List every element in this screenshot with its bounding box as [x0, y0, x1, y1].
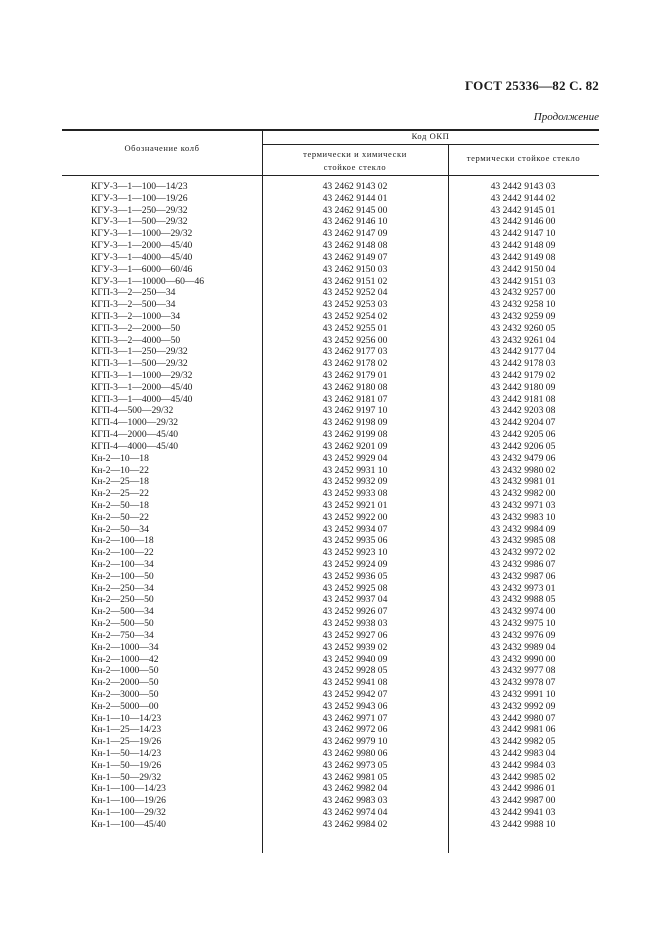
designation-cell: КГП-3—1—500—29/32	[91, 358, 188, 370]
okp-thermal-cell: 43 2442 9150 04	[490, 263, 556, 275]
okp-chem-cell: 43 2452 9931 10	[322, 464, 388, 476]
table-row	[0, 689, 661, 701]
okp-chem-cell: 43 2462 9181 07	[322, 393, 388, 405]
okp-thermal-cell: 43 2432 9973 01	[490, 582, 556, 594]
table-row	[0, 346, 661, 358]
okp-group-rule	[262, 144, 599, 145]
table-row	[0, 264, 661, 276]
designation-cell: КГУ-3—1—500—29/32	[91, 216, 188, 228]
okp-chem-cell: 43 2452 9929 04	[322, 452, 388, 464]
okp-chem-cell: 43 2452 9926 07	[322, 606, 388, 618]
designation-cell: КГП-4—1000—29/32	[91, 417, 179, 429]
okp-thermal-cell: 43 2432 9980 02	[490, 464, 556, 476]
okp-thermal-cell: 43 2432 9971 03	[490, 499, 556, 511]
okp-thermal-cell: 43 2442 9980 07	[490, 712, 556, 724]
okp-thermal-cell: 43 2442 9988 10	[490, 818, 556, 830]
designation-cell: КГП-3—1—250—29/32	[91, 346, 188, 358]
table-row	[0, 783, 661, 795]
designation-cell: Кн-2—100—50	[91, 570, 154, 582]
okp-chem-cell: 43 2452 9935 06	[322, 535, 388, 547]
okp-group-heading: Код ОКП	[411, 131, 450, 141]
chem-glass-heading	[262, 148, 448, 174]
okp-thermal-cell: 43 2432 9982 00	[490, 488, 556, 500]
designation-cell: КГП-3—1—1000—29/32	[91, 370, 193, 381]
okp-thermal-cell: 43 2432 9974 00	[490, 606, 556, 618]
table-row	[0, 311, 661, 323]
table-row	[0, 405, 661, 417]
okp-chem-cell: 43 2452 9925 08	[322, 582, 388, 594]
continuation-label: Продолжение	[533, 111, 599, 123]
designation-cell: КГП-3—2—1000—34	[91, 310, 181, 322]
table-row	[0, 594, 661, 606]
okp-thermal-cell: 43 2432 9984 09	[490, 523, 556, 535]
okp-chem-cell: 43 2452 9936 05	[322, 570, 388, 582]
table-row	[0, 252, 661, 264]
okp-chem-cell: 43 2462 9198 09	[322, 417, 388, 429]
okp-thermal-cell: 43 2432 9258 10	[490, 299, 556, 311]
page-header: ГОСТ 25336—82 С. 82	[465, 78, 599, 93]
table-row	[0, 441, 661, 453]
table-row	[0, 677, 661, 689]
okp-thermal-cell: 43 2442 9941 03	[490, 807, 556, 819]
table-row	[0, 760, 661, 772]
designation-cell: КГУ-3—1—10000—60—46	[91, 275, 205, 287]
okp-chem-cell: 43 2462 9150 03	[322, 263, 388, 275]
chem-glass-heading-line1: термически и химически	[303, 149, 407, 159]
okp-chem-cell: 43 2452 9254 02	[322, 310, 388, 322]
designation-cell: КГП-3—2—2000—50	[91, 322, 181, 334]
okp-thermal-cell: 43 2432 9990 00	[490, 653, 556, 665]
okp-chem-cell: 43 2462 9971 07	[322, 712, 388, 724]
okp-thermal-cell: 43 2442 9983 04	[490, 748, 556, 759]
designation-cell: Кн-2—100—34	[91, 559, 154, 570]
thermal-glass-heading: термически стойкое стекло	[466, 153, 581, 163]
table-row	[0, 654, 661, 666]
okp-chem-cell: 43 2462 9144 01	[322, 192, 388, 204]
okp-chem-cell: 43 2452 9928 05	[322, 665, 388, 677]
designation-cell: Кн-1—100—14/23	[91, 783, 166, 795]
okp-thermal-cell: 43 2442 9982 05	[490, 736, 556, 748]
okp-thermal-cell: 43 2432 9479 06	[490, 452, 556, 464]
okp-chem-cell: 43 2462 9145 00	[322, 204, 388, 216]
designation-cell: Кн-2—500—50	[91, 618, 154, 630]
okp-thermal-cell: 43 2432 9260 05	[490, 322, 556, 334]
table-row	[0, 429, 661, 441]
table-row	[0, 382, 661, 394]
designation-cell: Кн-1—50—19/26	[91, 759, 162, 771]
okp-thermal-cell: 43 2442 9179 02	[490, 370, 556, 381]
okp-thermal-cell: 43 2432 9259 09	[490, 310, 556, 322]
okp-chem-cell: 43 2462 9177 03	[322, 346, 388, 358]
okp-thermal-cell: 43 2432 9261 04	[490, 334, 556, 346]
okp-thermal-cell: 43 2442 9180 09	[490, 381, 556, 393]
okp-thermal-cell: 43 2432 9987 06	[490, 570, 556, 582]
okp-thermal-cell: 43 2442 9177 04	[490, 346, 556, 358]
okp-chem-cell: 43 2462 9982 04	[322, 783, 388, 795]
okp-chem-cell: 43 2462 9148 08	[322, 240, 388, 252]
table-row	[0, 642, 661, 654]
table-row	[0, 665, 661, 677]
okp-chem-cell: 43 2452 9253 03	[322, 299, 388, 311]
okp-chem-cell: 43 2452 9943 06	[322, 700, 388, 712]
okp-thermal-cell: 43 2432 9992 09	[490, 700, 556, 712]
okp-thermal-cell: 43 2442 9206 05	[490, 440, 556, 452]
okp-thermal-cell: 43 2432 9983 10	[490, 511, 556, 523]
okp-thermal-cell: 43 2432 9981 01	[490, 476, 556, 488]
okp-thermal-cell: 43 2432 9985 08	[490, 535, 556, 547]
okp-thermal-cell: 43 2442 9149 08	[490, 251, 556, 263]
designation-cell: Кн-2—100—22	[91, 547, 154, 559]
table-row	[0, 512, 661, 524]
designation-cell: Кн-1—50—14/23	[91, 748, 162, 759]
designation-cell: Кн-2—750—34	[91, 629, 154, 641]
designation-cell: КГП-3—1—4000—45/40	[91, 393, 193, 405]
table-row	[0, 299, 661, 311]
okp-thermal-cell: 43 2432 9972 02	[490, 547, 556, 559]
designation-cell: КГП-4—2000—45/40	[91, 429, 179, 441]
okp-chem-cell: 43 2452 9255 01	[322, 322, 388, 334]
okp-chem-cell: 43 2462 9180 08	[322, 381, 388, 393]
designation-cell: КГП-3—1—2000—45/40	[91, 381, 193, 393]
okp-chem-cell: 43 2452 9923 10	[322, 547, 388, 559]
table-row	[0, 630, 661, 642]
okp-chem-cell: 43 2462 9972 06	[322, 724, 388, 736]
designation-cell: Кн-2—5000—00	[91, 700, 159, 712]
table-row	[0, 394, 661, 406]
chem-glass-heading-line2: стойкое стекло	[323, 162, 387, 172]
table-row	[0, 772, 661, 784]
okp-chem-cell: 43 2452 9924 09	[322, 559, 388, 570]
okp-chem-cell: 43 2452 9937 04	[322, 594, 388, 606]
designation-cell: Кн-2—3000—50	[91, 688, 159, 700]
table-row	[0, 571, 661, 583]
designation-cell: Кн-2—100—18	[91, 535, 154, 547]
designation-cell: КГУ-3—1—4000—45/40	[91, 251, 193, 263]
okp-thermal-cell: 43 2432 9989 04	[490, 641, 556, 653]
okp-chem-cell: 43 2452 9932 09	[322, 476, 388, 488]
okp-thermal-cell: 43 2442 9987 00	[490, 795, 556, 807]
okp-chem-cell: 43 2462 9147 09	[322, 228, 388, 240]
okp-thermal-cell: 43 2442 9143 03	[490, 181, 556, 192]
okp-chem-cell: 43 2462 9983 03	[322, 795, 388, 807]
designation-cell: КГП-3—2—500—34	[91, 299, 176, 311]
okp-thermal-cell: 43 2432 9976 09	[490, 629, 556, 641]
designation-cell: КГУ-3—1—1000—29/32	[91, 228, 193, 240]
okp-thermal-cell: 43 2442 9986 01	[490, 783, 556, 795]
okp-chem-cell: 43 2452 9921 01	[322, 499, 388, 511]
table-row	[0, 205, 661, 217]
table-row	[0, 323, 661, 335]
table-row	[0, 500, 661, 512]
okp-chem-cell: 43 2462 9984 02	[322, 818, 388, 830]
okp-thermal-cell: 43 2432 9991 10	[490, 688, 556, 700]
designation-cell: Кн-2—50—34	[91, 523, 149, 535]
table-row	[0, 476, 661, 488]
okp-thermal-cell: 43 2442 9145 01	[490, 204, 556, 216]
designation-cell: Кн-1—100—45/40	[91, 818, 166, 830]
table-row	[0, 559, 661, 571]
okp-thermal-cell: 43 2442 9981 06	[490, 724, 556, 736]
okp-thermal-cell: 43 2442 9147 10	[490, 228, 556, 240]
okp-thermal-cell: 43 2442 9985 02	[490, 771, 556, 783]
table-row	[0, 547, 661, 559]
okp-thermal-cell: 43 2442 9178 03	[490, 358, 556, 370]
table-row	[0, 583, 661, 595]
okp-chem-cell: 43 2462 9974 04	[322, 807, 388, 819]
table-row	[0, 465, 661, 477]
okp-chem-cell: 43 2462 9197 10	[322, 405, 388, 417]
designation-cell: КГУ-3—1—6000—60/46	[91, 263, 193, 275]
designation-cell: КГП-3—2—250—34	[91, 287, 176, 299]
table-row	[0, 181, 661, 193]
designation-cell: КГУ-3—1—2000—45/40	[91, 240, 193, 252]
designation-cell: Кн-1—25—19/26	[91, 736, 162, 748]
designation-cell: КГУ-3—1—100—14/23	[91, 181, 188, 192]
designation-cell: КГП-4—500—29/32	[91, 405, 174, 417]
designation-cell: Кн-2—25—18	[91, 476, 149, 488]
okp-chem-cell: 43 2452 9252 04	[322, 287, 388, 299]
okp-thermal-cell: 43 2442 9204 07	[490, 417, 556, 429]
table-row	[0, 795, 661, 807]
okp-chem-cell: 43 2452 9940 09	[322, 653, 388, 665]
designation-cell: Кн-2—50—18	[91, 499, 149, 511]
designation-cell: Кн-2—250—34	[91, 582, 154, 594]
okp-thermal-cell: 43 2432 9978 07	[490, 677, 556, 689]
okp-chem-cell: 43 2452 9941 08	[322, 677, 388, 689]
designation-cell: КГУ-3—1—100—19/26	[91, 192, 188, 204]
table-row	[0, 193, 661, 205]
okp-chem-cell: 43 2462 9146 10	[322, 216, 388, 228]
okp-chem-cell: 43 2452 9922 00	[322, 511, 388, 523]
table-row	[0, 358, 661, 370]
okp-chem-cell: 43 2462 9199 08	[322, 429, 388, 441]
table-row	[0, 724, 661, 736]
okp-chem-cell: 43 2452 9934 07	[322, 523, 388, 535]
table-row	[0, 453, 661, 465]
table-row	[0, 618, 661, 630]
table-row	[0, 807, 661, 819]
table-row	[0, 417, 661, 429]
okp-chem-cell: 43 2462 9179 01	[322, 370, 388, 381]
okp-chem-cell: 43 2462 9151 02	[322, 275, 388, 287]
table-row	[0, 335, 661, 347]
okp-thermal-cell: 43 2442 9984 03	[490, 759, 556, 771]
designation-cell: Кн-1—100—19/26	[91, 795, 166, 807]
designation-cell: Кн-1—10—14/23	[91, 712, 162, 724]
designation-cell: Кн-2—1000—42	[91, 653, 159, 665]
designation-cell: КГП-4—4000—45/40	[91, 440, 179, 452]
okp-thermal-cell: 43 2442 9148 09	[490, 240, 556, 252]
table-row	[0, 606, 661, 618]
table-row	[0, 713, 661, 725]
okp-chem-cell: 43 2452 9256 00	[322, 334, 388, 346]
okp-chem-cell: 43 2462 9979 10	[322, 736, 388, 748]
table-row	[0, 240, 661, 252]
table-row	[0, 488, 661, 500]
designation-cell: Кн-2—10—18	[91, 452, 149, 464]
designation-cell: Кн-2—10—22	[91, 464, 149, 476]
table-row	[0, 748, 661, 760]
okp-chem-cell: 43 2462 9149 07	[322, 251, 388, 263]
table-row	[0, 370, 661, 382]
table-row	[0, 535, 661, 547]
table-row	[0, 287, 661, 299]
designation-cell: Кн-1—100—29/32	[91, 807, 166, 819]
table-row	[0, 736, 661, 748]
designation-cell: Кн-1—25—14/23	[91, 724, 162, 736]
okp-chem-cell: 43 2452 9927 06	[322, 629, 388, 641]
designation-heading: Обозначение колб	[124, 143, 200, 153]
okp-thermal-cell: 43 2442 9205 06	[490, 429, 556, 441]
table-row	[0, 228, 661, 240]
table-row	[0, 701, 661, 713]
okp-chem-cell: 43 2462 9981 05	[322, 771, 388, 783]
okp-chem-cell: 43 2452 9942 07	[322, 688, 388, 700]
table-body	[0, 181, 661, 831]
okp-thermal-cell: 43 2442 9151 03	[490, 275, 556, 287]
okp-thermal-cell: 43 2432 9986 07	[490, 559, 556, 570]
okp-thermal-cell: 43 2432 9975 10	[490, 618, 556, 630]
table-row	[0, 524, 661, 536]
okp-chem-cell: 43 2462 9143 02	[322, 181, 388, 192]
okp-chem-cell: 43 2462 9178 02	[322, 358, 388, 370]
okp-thermal-cell: 43 2432 9977 08	[490, 665, 556, 677]
okp-chem-cell: 43 2462 9980 06	[322, 748, 388, 759]
okp-chem-cell: 43 2452 9938 03	[322, 618, 388, 630]
designation-cell: КГУ-3—1—250—29/32	[91, 204, 188, 216]
designation-cell: Кн-2—500—34	[91, 606, 154, 618]
table-row	[0, 819, 661, 831]
okp-thermal-cell: 43 2442 9144 02	[490, 192, 556, 204]
okp-thermal-cell: 43 2442 9146 00	[490, 216, 556, 228]
designation-cell: Кн-2—250—50	[91, 594, 154, 606]
header-bottom-rule	[62, 175, 599, 176]
okp-thermal-cell: 43 2442 9203 08	[490, 405, 556, 417]
okp-chem-cell: 43 2462 9201 09	[322, 440, 388, 452]
okp-chem-cell: 43 2462 9973 05	[322, 759, 388, 771]
designation-cell: Кн-2—2000—50	[91, 677, 159, 689]
table-row	[0, 276, 661, 288]
okp-chem-cell: 43 2452 9939 02	[322, 641, 388, 653]
okp-thermal-cell: 43 2432 9988 05	[490, 594, 556, 606]
designation-cell: Кн-2—50—22	[91, 511, 149, 523]
table-row	[0, 216, 661, 228]
designation-cell: Кн-2—25—22	[91, 488, 149, 500]
okp-chem-cell: 43 2452 9933 08	[322, 488, 388, 500]
designation-cell: Кн-2—1000—50	[91, 665, 159, 677]
okp-thermal-cell: 43 2432 9257 00	[490, 287, 556, 299]
okp-thermal-cell: 43 2442 9181 08	[490, 393, 556, 405]
designation-cell: Кн-1—50—29/32	[91, 771, 162, 783]
designation-cell: Кн-2—1000—34	[91, 641, 159, 653]
designation-cell: КГП-3—2—4000—50	[91, 334, 181, 346]
